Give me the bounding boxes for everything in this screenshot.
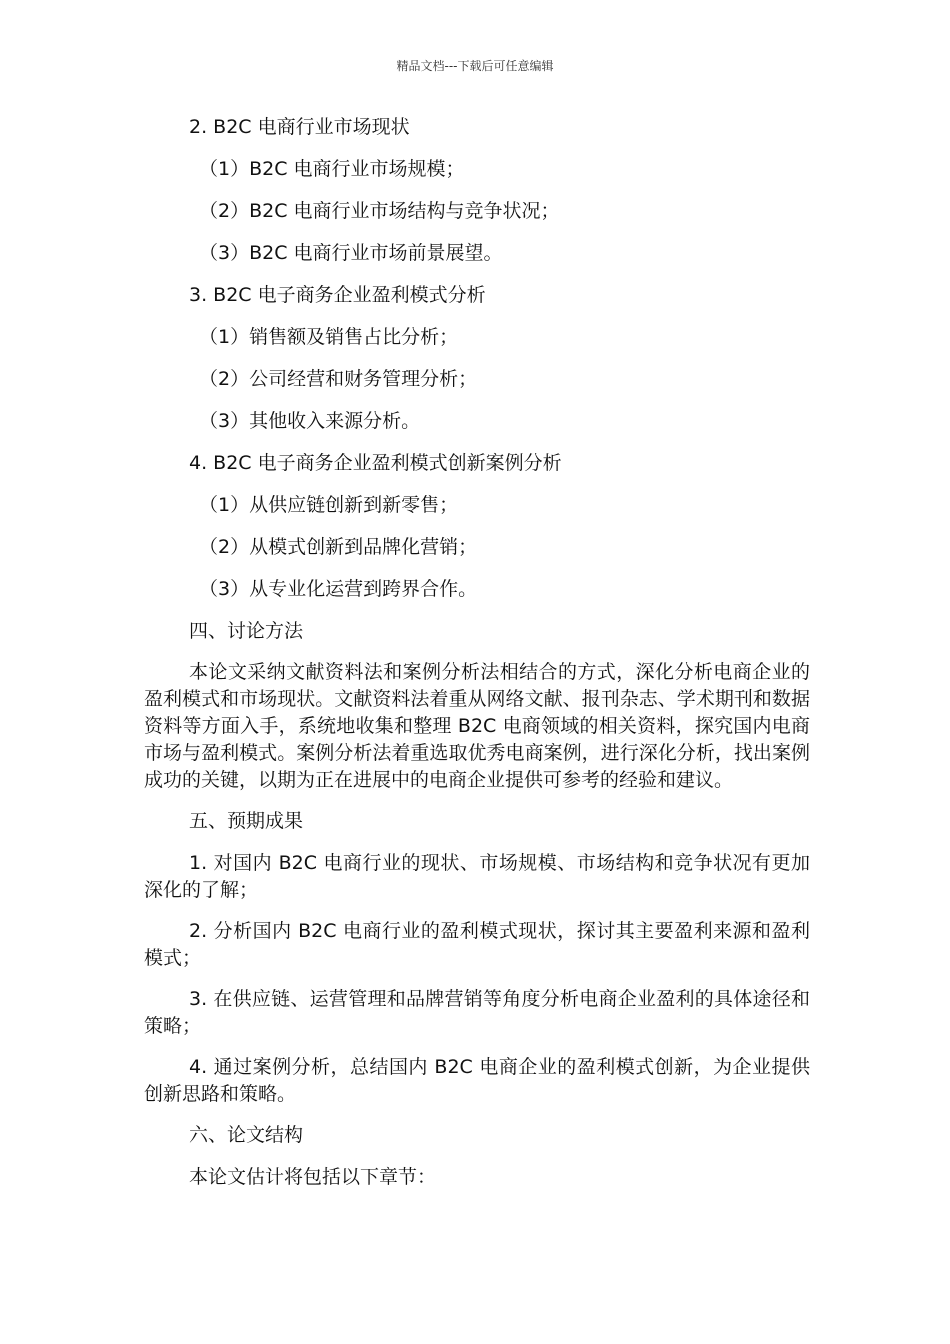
list-item: （3）其他收入来源分析。: [199, 410, 421, 432]
list-item: （1）从供应链创新到新零售；: [199, 494, 459, 516]
section-heading-expected-results: 五、预期成果: [189, 810, 304, 832]
document-body: [144, 114, 810, 1206]
list-item: （2）公司经营和财务管理分析；: [199, 368, 478, 390]
result-item: 2. 分析国内 B2C 电商行业的盈利模式现状，探讨其主要盈利来源和盈利模式；: [144, 920, 810, 969]
result-item: 3. 在供应链、运营管理和品牌营销等角度分析电商企业盈利的具体途径和策略；: [144, 988, 810, 1037]
section-heading-structure: 六、论文结构: [189, 1124, 304, 1146]
list-item: （1）B2C 电商行业市场规模；: [199, 158, 465, 180]
list-item: （2）B2C 电商行业市场结构与竞争状况；: [199, 200, 560, 222]
result-item: 4. 通过案例分析，总结国内 B2C 电商企业的盈利模式创新，为企业提供创新思路和策略。: [144, 1056, 810, 1105]
result-item: 1. 对国内 B2C 电商行业的现状、市场规模、市场结构和竞争状况有更加深化的了解；: [144, 852, 810, 901]
list-item: （2）从模式创新到品牌化营销；: [199, 536, 478, 558]
heading-profit-model-analysis: 3. B2C 电子商务企业盈利模式分析: [189, 284, 486, 306]
heading-innovation-cases: 4. B2C 电子商务企业盈利模式创新案例分析: [189, 452, 562, 474]
list-item: （3）从专业化运营到跨界合作。: [199, 578, 478, 600]
list-item: （1）销售额及销售占比分析；: [199, 326, 459, 348]
list-item: （3）B2C 电商行业市场前景展望。: [199, 242, 503, 264]
structure-intro: 本论文估计将包括以下章节：: [189, 1166, 437, 1188]
section-heading-methods: 四、讨论方法: [189, 620, 304, 642]
heading-b2c-market-status: 2. B2C 电商行业市场现状: [189, 116, 410, 138]
methods-paragraph: 本论文采纳文献资料法和案例分析法相结合的方式，深化分析电商企业的盈利模式和市场现状。文献资料法着重从网络文献、报刊杂志、学术期刊和数据资料等方面入手，系统地收集和整理 B2C 电商领域的相关资料，探究国内电商市场与盈利模式。案例分析法着重选取优秀电商案例，进行深化分析，找出案例成功的关键，以期为正在进展中的电商企业提供可参考的经验和建议。: [144, 661, 810, 791]
page-header: 精品文档---下载后可任意编辑: [396, 59, 554, 73]
